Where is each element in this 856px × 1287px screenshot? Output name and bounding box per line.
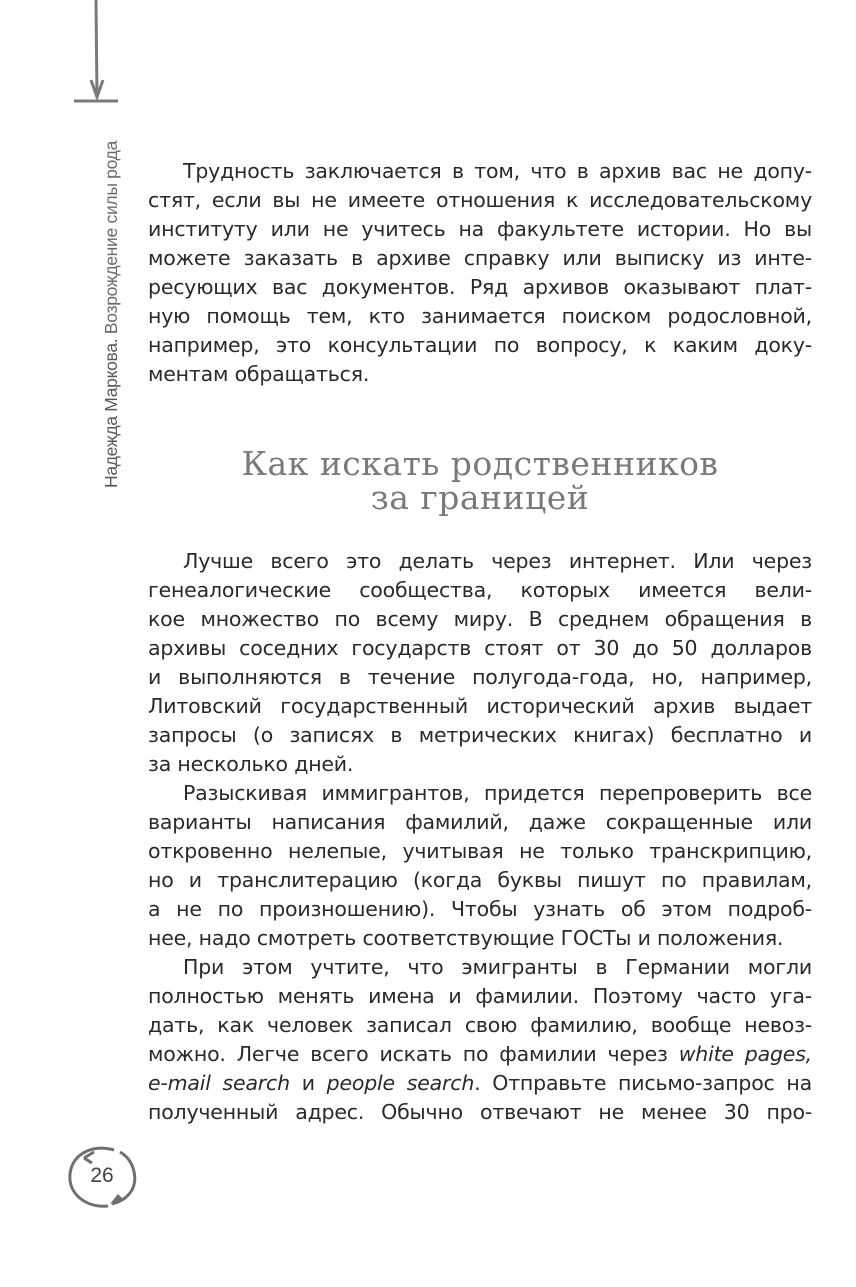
text-line xyxy=(148,1069,812,1098)
italic-term: white pages, xyxy=(678,1042,812,1066)
section-heading-line-1: Как искать родственников xyxy=(241,444,719,483)
text-line: дать, как человек записал свою фамилию, вообще невоз- xyxy=(148,1013,812,1037)
text-line: за несколько дней. xyxy=(148,752,354,776)
text-segment: можно. Легче всего искать по фамилии через xyxy=(148,1042,679,1066)
text-line: а не по произношению). Чтобы узнать об этом подроб- xyxy=(148,897,812,921)
arrow-down-icon xyxy=(0,0,130,110)
text-line: полностью менять имена и фамилии. Поэтому часто уга- xyxy=(148,984,812,1008)
paragraph-1 xyxy=(148,157,812,389)
text-line: Литовский государственный исторический архив выдает xyxy=(148,694,812,718)
text-line: Разыскивая иммигрантов, придется перепроверить все xyxy=(183,781,812,805)
running-header-author: Надежда Маркова. xyxy=(101,338,121,488)
section-heading xyxy=(148,444,812,517)
text-line: и выполняются в течение полугода-года, но, например, xyxy=(148,665,812,689)
text-segment: и xyxy=(289,1071,327,1095)
text-line: но и транслитерацию (когда буквы пишут по правилам, xyxy=(148,868,812,892)
paragraph-2 xyxy=(148,547,812,779)
text-line: институту или не учитесь на факультете истории. Но вы xyxy=(148,217,812,241)
text-line: Лучше всего это делать через интернет. Или через xyxy=(183,549,812,573)
page-number-badge xyxy=(62,1142,142,1212)
text-line: можете заказать в архиве справку или выписку из инте- xyxy=(148,246,812,270)
text-line: откровенно нелепые, учитывая не только транскрипцию, xyxy=(148,839,812,863)
text-line: нее, надо смотреть соответствующие ГОСТы и положения. xyxy=(148,926,784,950)
text-line: ментам обращаться. xyxy=(148,362,370,386)
text-line: При этом учтите, что эмигранты в Германии могли xyxy=(183,955,812,979)
text-line: варианты написания фамилий, даже сокращенные или xyxy=(148,810,812,834)
text-line: ную помощь тем, кто занимается поиском родословной, xyxy=(148,304,812,328)
page-number: 26 xyxy=(90,1164,114,1187)
text-line: запросы (о записях в метрических книгах) бесплатно и xyxy=(148,723,812,747)
text-line: Трудность заключается в том, что в архив вас не допу- xyxy=(183,159,812,183)
text-line: ресующих вас документов. Ряд архивов оказывают плат- xyxy=(148,275,812,299)
margin-decoration xyxy=(0,0,120,560)
italic-term: e-mail search xyxy=(148,1071,290,1095)
text-line: стят, если вы не имеете отношения к исследовательскому xyxy=(148,188,812,212)
section-heading-line-2: за границей xyxy=(370,478,590,517)
paragraph-3 xyxy=(148,779,812,953)
text-line: архивы соседних государств стоят от 30 до 50 долларов xyxy=(148,636,812,660)
italic-term: people search xyxy=(326,1071,475,1095)
text-segment: . Отправьте письмо-запрос на xyxy=(474,1071,812,1095)
running-header-title: Возрождение силы рода xyxy=(101,140,121,335)
text-line xyxy=(148,1040,812,1069)
paragraph-4 xyxy=(148,953,812,1127)
text-line: генеалогические сообщества, которых имеется вели- xyxy=(148,578,812,602)
text-line: например, это консультации по вопросу, к каким доку- xyxy=(148,333,812,357)
running-header xyxy=(101,141,122,488)
text-line: полученный адрес. Обычно отвечают не менее 30 про- xyxy=(148,1100,812,1124)
text-line: кое множество по всему миру. В среднем обращения в xyxy=(148,607,812,631)
